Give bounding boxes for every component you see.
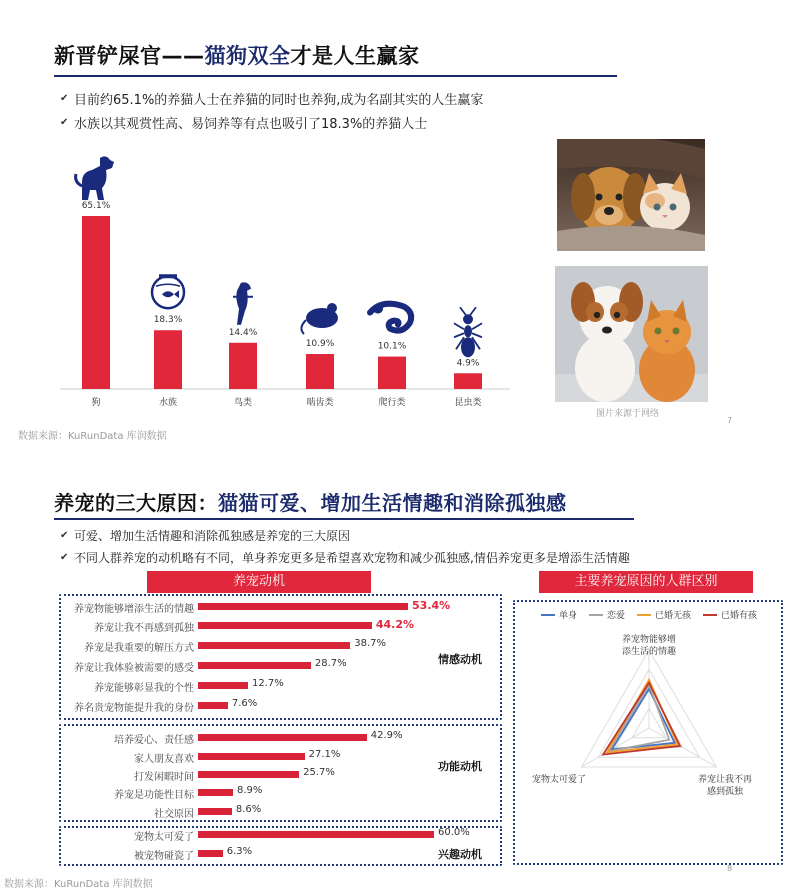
bar bbox=[378, 357, 406, 389]
category-label: 狗 bbox=[91, 398, 101, 408]
bar-category-label: 家人朋友喜欢 bbox=[134, 754, 194, 765]
bar bbox=[198, 702, 228, 709]
bar-category-label: 养宠让我体验被需要的感受 bbox=[74, 663, 194, 674]
bar-category-label: 培养爱心、责任感 bbox=[114, 735, 194, 746]
page2-bullet bbox=[60, 527, 350, 544]
bar-category-label: 养宠是我重要的解压方式 bbox=[84, 643, 194, 654]
group-label: 功能动机 bbox=[438, 760, 482, 773]
bar-value-label: 27.1% bbox=[308, 749, 341, 760]
parrot-icon bbox=[233, 282, 253, 324]
bar-category-label: 社交原因 bbox=[154, 809, 194, 820]
page1-bullet-text: 目前约65.1%的养猫人士在养猫的同时也养狗,成为名副其实的人生赢家 bbox=[74, 93, 484, 108]
bar-value-label: 25.7% bbox=[303, 767, 335, 778]
page1-title-suffix: 才是人生赢家 bbox=[290, 44, 420, 68]
bar bbox=[454, 373, 482, 389]
bar bbox=[198, 662, 311, 669]
motive-section-header: 养宠动机 bbox=[147, 571, 371, 593]
legend-label: 已婚有孩 bbox=[721, 611, 758, 621]
category-label: 昆虫类 bbox=[454, 398, 482, 408]
page1-source: 数据来源：KuRunData 库润数据 bbox=[18, 431, 167, 442]
legend-label: 恋爱 bbox=[607, 611, 626, 621]
bar bbox=[306, 354, 334, 389]
group-radar-chart bbox=[515, 602, 781, 863]
radar-axis-label: 养宠让我不再感到孤独 bbox=[697, 775, 753, 797]
bar bbox=[198, 831, 434, 838]
page1-title-prefix: 新晋铲屎官—— bbox=[54, 44, 205, 68]
puppy-cat-photo bbox=[555, 266, 708, 402]
bar-value-label: 8.9% bbox=[237, 785, 263, 796]
bar-value-label: 38.7% bbox=[354, 638, 386, 649]
bar-category-label: 养宠让我不再感到孤独 bbox=[94, 623, 194, 634]
bar bbox=[229, 343, 257, 389]
page1-bullet bbox=[60, 89, 483, 108]
checkmark-icon: ✔ bbox=[60, 117, 69, 128]
bar-category-label: 养名贵宠物能提升我的身份 bbox=[74, 703, 194, 714]
bar bbox=[198, 622, 372, 629]
bar bbox=[198, 771, 299, 778]
bar-category-label: 养宠是功能性目标 bbox=[114, 790, 194, 801]
page1-title-highlight: 猫狗双全 bbox=[204, 44, 291, 68]
ant-icon bbox=[454, 307, 482, 357]
page2-title bbox=[54, 487, 567, 516]
page2-title-rule bbox=[54, 518, 634, 520]
bar bbox=[198, 808, 232, 815]
bar bbox=[198, 753, 305, 760]
group-label: 情感动机 bbox=[438, 653, 482, 666]
bar bbox=[198, 789, 233, 796]
page1-title bbox=[54, 40, 420, 70]
bar-category-label: 养宠能够彰显我的个性 bbox=[94, 683, 194, 694]
bar-value-label: 42.9% bbox=[370, 730, 403, 741]
bar-value-label: 7.6% bbox=[231, 698, 258, 709]
bar-value-label: 12.7% bbox=[251, 678, 284, 689]
page2-source: 数据来源：KuRunData 库润数据 bbox=[4, 879, 153, 890]
legend-label: 单身 bbox=[559, 611, 578, 621]
bar bbox=[198, 682, 248, 689]
radar-axis-label: 宠物太可爱了 bbox=[531, 775, 587, 785]
bar bbox=[82, 216, 110, 389]
category-label: 啮齿类 bbox=[306, 398, 334, 408]
checkmark-icon: ✔ bbox=[60, 530, 69, 541]
chameleon-icon bbox=[370, 304, 411, 331]
page-number: 7 bbox=[727, 416, 733, 425]
photo-caption: 图片来源于网络 bbox=[596, 409, 660, 419]
bar bbox=[198, 734, 367, 741]
bar-value-label: 53.4% bbox=[412, 599, 451, 612]
bar bbox=[198, 603, 408, 610]
bar-value-label: 60.0% bbox=[438, 827, 470, 838]
page2-title-highlight: 猫猫可爱、增加生活情趣和消除孤独感 bbox=[218, 491, 567, 515]
radar-axis-label: 养宠物能够增添生活的情趣 bbox=[621, 635, 677, 657]
bar bbox=[198, 642, 350, 649]
bar-value-label: 14.4% bbox=[228, 327, 258, 338]
page1-bullet-text: 水族以其观赏性高、易饲养等有点也吸引了18.3%的养猫人士 bbox=[74, 117, 428, 132]
bar-value-label: 28.7% bbox=[314, 658, 347, 669]
bar-category-label: 打发闲暇时间 bbox=[134, 772, 194, 783]
mouse-icon bbox=[301, 303, 338, 334]
bar-value-label: 4.9% bbox=[456, 358, 480, 369]
page2-title-prefix: 养宠的三大原因： bbox=[54, 491, 218, 515]
bar-value-label: 10.1% bbox=[377, 341, 407, 352]
bar-value-label: 8.6% bbox=[235, 804, 262, 815]
page2-bullet bbox=[60, 549, 630, 566]
category-label: 爬行类 bbox=[378, 398, 406, 408]
bar-value-label: 6.3% bbox=[226, 846, 253, 857]
group-section-header: 主要养宠原因的人群区别 bbox=[539, 571, 753, 593]
page-number: 8 bbox=[727, 864, 733, 873]
bar-category-label: 被宠物碰瓷了 bbox=[134, 851, 194, 862]
bar-value-label: 18.3% bbox=[153, 315, 183, 326]
page2-bullet-text: 可爱、增加生活情趣和消除孤独感是养宠的三大原因 bbox=[74, 529, 351, 543]
pet-type-bar-chart bbox=[40, 140, 520, 422]
page1-bullet bbox=[60, 113, 427, 132]
checkmark-icon: ✔ bbox=[60, 552, 69, 563]
dog-icon bbox=[76, 156, 114, 200]
bar-value-label: 44.2% bbox=[375, 618, 415, 631]
page2-bullet-text: 不同人群养宠的动机略有不同，单身养宠更多是希望喜欢宠物和减少孤独感,情侣养宠更多是增添生活情趣 bbox=[74, 551, 630, 565]
bar-value-label: 10.9% bbox=[305, 339, 335, 350]
checkmark-icon: ✔ bbox=[60, 93, 69, 104]
bar-value-label: 65.1% bbox=[81, 201, 111, 211]
bar-category-label: 养宠物能够增添生活的情趣 bbox=[74, 604, 194, 615]
bar bbox=[154, 330, 182, 389]
bar bbox=[198, 850, 223, 857]
group-label: 兴趣动机 bbox=[438, 848, 482, 861]
legend-label: 已婚无孩 bbox=[655, 611, 692, 621]
category-label: 水族 bbox=[158, 398, 178, 408]
puppy-kitten-photo bbox=[557, 139, 705, 251]
category-label: 鸟类 bbox=[233, 398, 253, 408]
page1-title-rule bbox=[54, 75, 617, 77]
fishbowl-icon bbox=[152, 274, 184, 308]
bar-category-label: 宠物太可爱了 bbox=[134, 832, 194, 843]
